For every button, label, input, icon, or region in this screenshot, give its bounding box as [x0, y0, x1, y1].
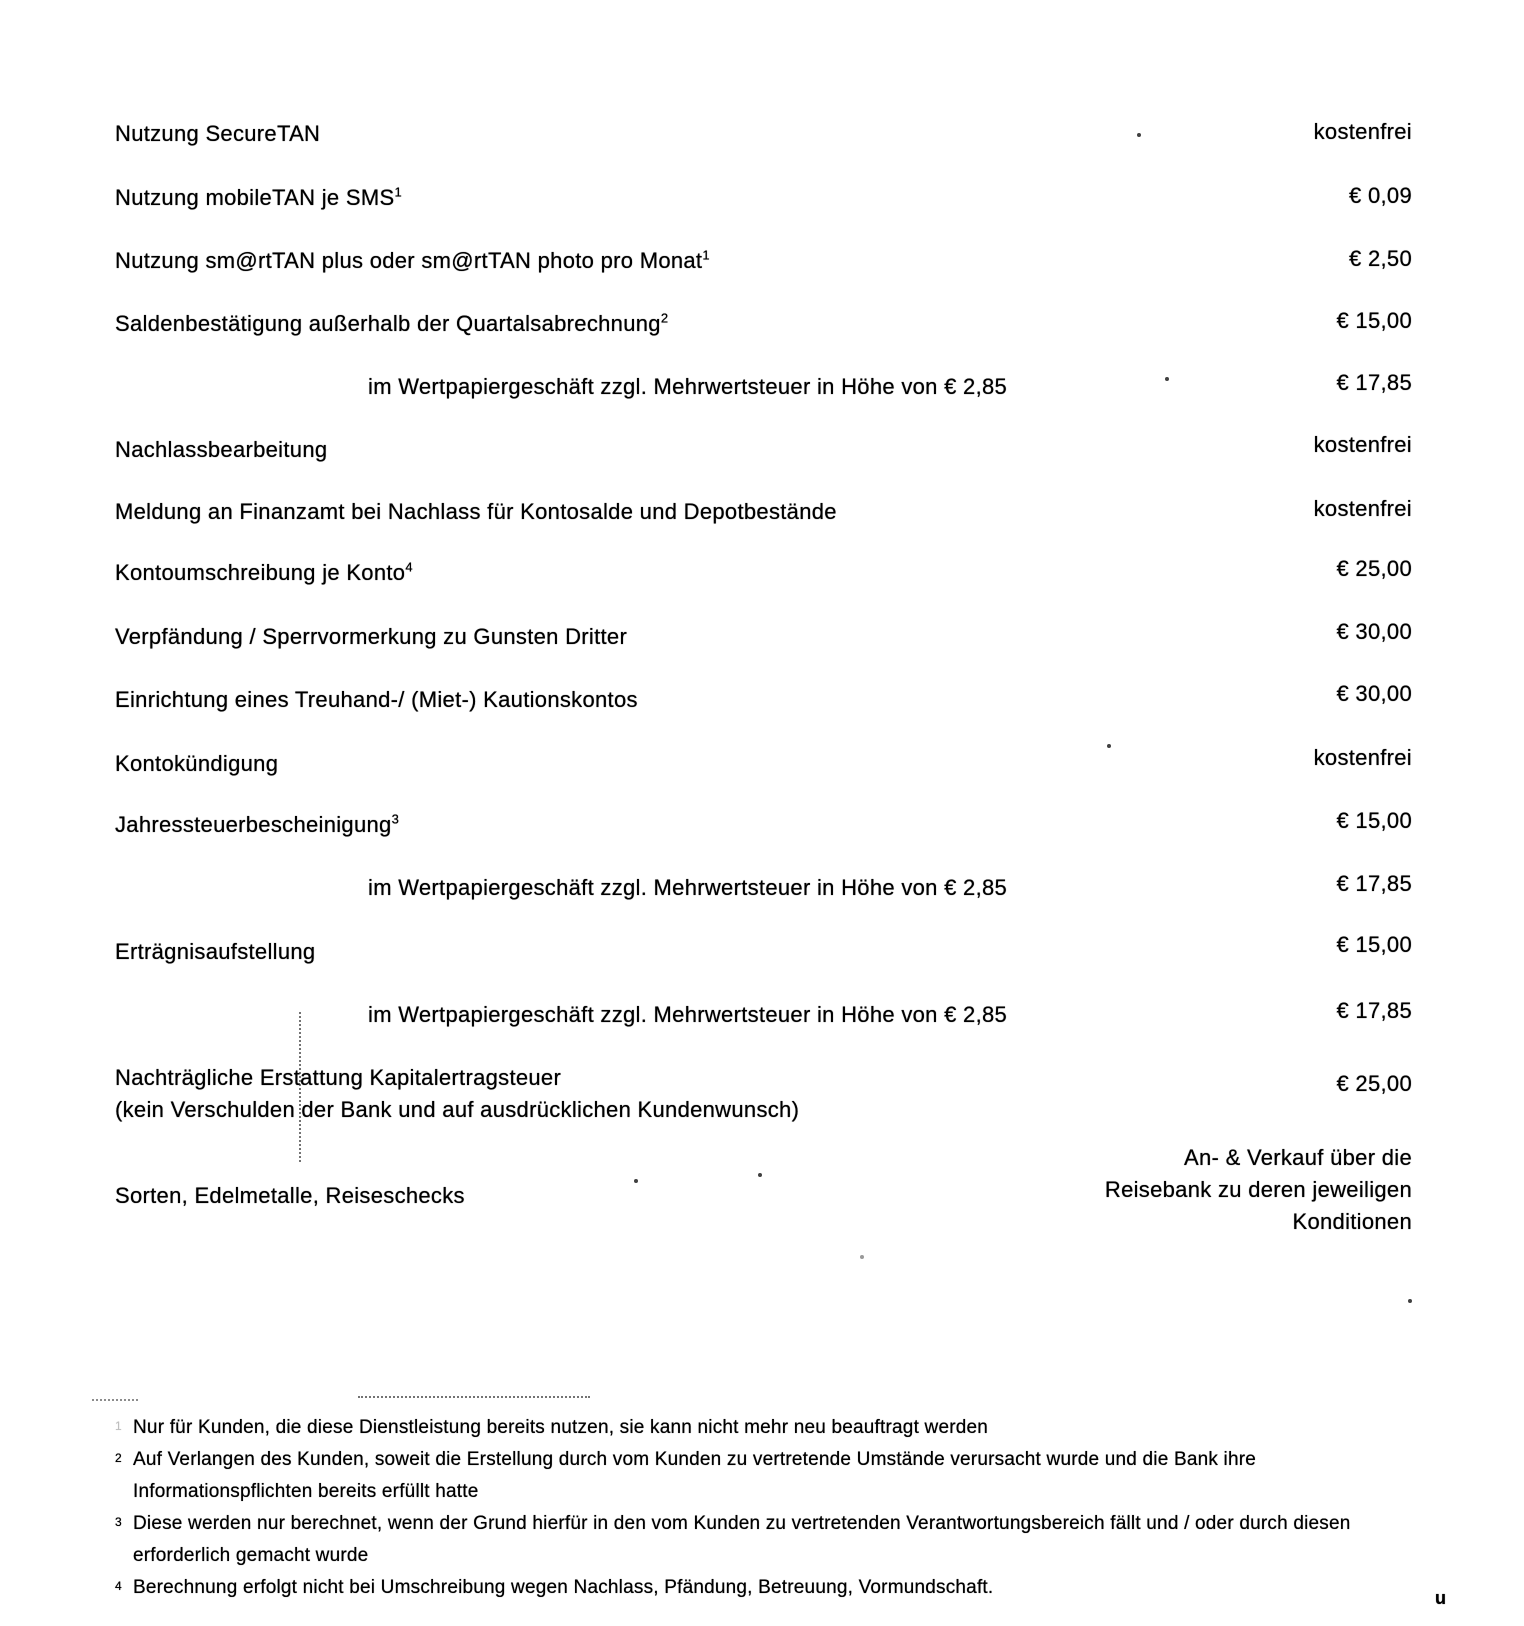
fee-sub-label	[368, 999, 1007, 1031]
page-corner-mark: u	[1435, 1588, 1446, 1608]
fee-value: € 15,00	[1336, 808, 1412, 833]
scan-artifact-dotted-line	[299, 1012, 301, 1162]
fee-label-text: Nachlassbearbeitung	[115, 437, 328, 462]
fee-label-text: Erträgnisaufstellung	[115, 939, 316, 964]
footnote-marker: 2	[115, 1451, 122, 1465]
fee-label	[115, 118, 320, 150]
fee-label	[115, 182, 402, 214]
fee-label	[115, 496, 837, 528]
footnote-marker: 3	[115, 1515, 122, 1529]
scan-artifact-dot	[860, 1255, 864, 1259]
fee-value: kostenfrei	[1313, 745, 1412, 770]
scan-artifact-dot	[1137, 133, 1141, 137]
fee-label	[115, 621, 627, 653]
footnote	[115, 1444, 1405, 1508]
scan-artifact-dashes	[358, 1396, 590, 1398]
fee-label-text: Verpfändung / Sperrvormerkung zu Gunsten Dritter	[115, 624, 628, 649]
fee-value: € 15,00	[1336, 308, 1412, 333]
fee-label-text: im Wertpapiergeschäft zzgl. Mehrwertsteuer in Höhe von € 2,85	[368, 1002, 1008, 1027]
scan-artifact-dot	[1408, 1299, 1412, 1303]
fee-value: € 0,09	[1349, 183, 1412, 208]
fee-label	[115, 1062, 799, 1126]
fee-label-text-line2: (kein Verschulden der Bank und auf ausdrücklichen Kundenwunsch)	[115, 1097, 800, 1122]
fee-value: € 25,00	[1336, 556, 1412, 581]
scan-artifact-dot	[1165, 377, 1169, 381]
fee-value-line: An- & Verkauf über die	[1184, 1145, 1412, 1170]
fee-label-text: Nutzung mobileTAN je SMS	[115, 185, 395, 210]
footnote-marker: 4	[115, 1579, 122, 1593]
fee-label	[115, 557, 413, 589]
fee-label-text: Nutzung sm@rtTAN plus oder sm@rtTAN photo pro Monat	[115, 248, 703, 273]
fee-value: € 17,85	[1336, 370, 1412, 395]
fee-label-text: Nutzung SecureTAN	[115, 121, 321, 146]
fee-sub-label	[368, 371, 1007, 403]
fee-label	[115, 434, 327, 466]
fee-value: € 15,00	[1336, 932, 1412, 957]
fee-value: kostenfrei	[1313, 119, 1412, 144]
fee-label-text: Kontokündigung	[115, 751, 279, 776]
fee-label	[115, 308, 668, 340]
scan-artifact-dot	[1107, 744, 1111, 748]
footnote-ref: 4	[405, 559, 413, 575]
footnote-ref: 2	[660, 310, 669, 326]
fee-label	[115, 748, 278, 780]
fee-value	[1105, 1142, 1412, 1238]
fee-value-line: Konditionen	[1292, 1209, 1412, 1234]
fee-label-text: Kontoumschreibung je Konto	[115, 560, 406, 585]
fee-label	[115, 684, 638, 716]
footnote-text: Berechnung erfolgt nicht bei Umschreibung wegen Nachlass, Pfändung, Betreuung, Vormundschaft.	[133, 1577, 994, 1598]
fee-label	[115, 936, 315, 968]
fee-label-text: Meldung an Finanzamt bei Nachlass für Kontosalde und Depotbestände	[115, 499, 837, 524]
footnotes-block	[115, 1412, 1405, 1604]
footnote-ref: 1	[702, 247, 710, 263]
footnote	[115, 1508, 1405, 1572]
fee-value: kostenfrei	[1313, 496, 1412, 521]
scan-artifact-dot	[758, 1173, 762, 1177]
fee-value: € 17,85	[1336, 998, 1412, 1023]
fee-label-text: Einrichtung eines Treuhand-/ (Miet-) Kautionskontos	[115, 687, 638, 712]
footnote	[115, 1572, 1405, 1604]
fee-value: € 17,85	[1336, 871, 1412, 896]
fee-label-text: im Wertpapiergeschäft zzgl. Mehrwertsteuer in Höhe von € 2,85	[368, 875, 1008, 900]
footnote-text: Diese werden nur berechnet, wenn der Grund hierfür in den vom Kunden zu vertretenden Verantwortungsbereich fällt und / oder durch diesen erforderlich gemacht wurde	[133, 1513, 1351, 1566]
footnote-ref: 3	[391, 811, 400, 827]
footnote-text: Nur für Kunden, die diese Dienstleistung bereits nutzen, sie kann nicht mehr neu beauftragt werden	[133, 1417, 989, 1438]
fee-value: € 25,00	[1336, 1071, 1412, 1096]
fee-label-text: Jahressteuerbescheinigung	[115, 812, 392, 837]
fee-value-line: Reisebank zu deren jeweiligen	[1104, 1177, 1412, 1202]
scan-artifact-dot	[634, 1179, 638, 1183]
fee-value: € 30,00	[1336, 681, 1412, 706]
fee-label-text: Sorten, Edelmetalle, Reiseschecks	[115, 1183, 465, 1208]
fee-value: € 2,50	[1349, 246, 1412, 271]
fee-value: kostenfrei	[1313, 432, 1412, 457]
fee-label-text: Nachträgliche Erstattung Kapitalertragsteuer	[115, 1065, 562, 1090]
footnote-text: Auf Verlangen des Kunden, soweit die Erstellung durch vom Kunden zu vertretende Umstände verursacht wurde und die Bank ihre Informationspflichten bereits erfüllt hatte	[133, 1449, 1257, 1502]
scan-artifact-dashes	[92, 1399, 138, 1401]
footnote-marker: 1	[115, 1419, 122, 1433]
fee-label	[115, 1180, 465, 1212]
footnote	[115, 1412, 1405, 1444]
fee-label	[115, 245, 710, 277]
fee-label-text: im Wertpapiergeschäft zzgl. Mehrwertsteuer in Höhe von € 2,85	[368, 374, 1008, 399]
fee-label-text: Saldenbestätigung außerhalb der Quartalsabrechnung	[115, 311, 661, 336]
fee-value: € 30,00	[1336, 619, 1412, 644]
fee-sub-label	[368, 872, 1007, 904]
fee-label	[115, 809, 399, 841]
footnote-ref: 1	[394, 184, 402, 200]
